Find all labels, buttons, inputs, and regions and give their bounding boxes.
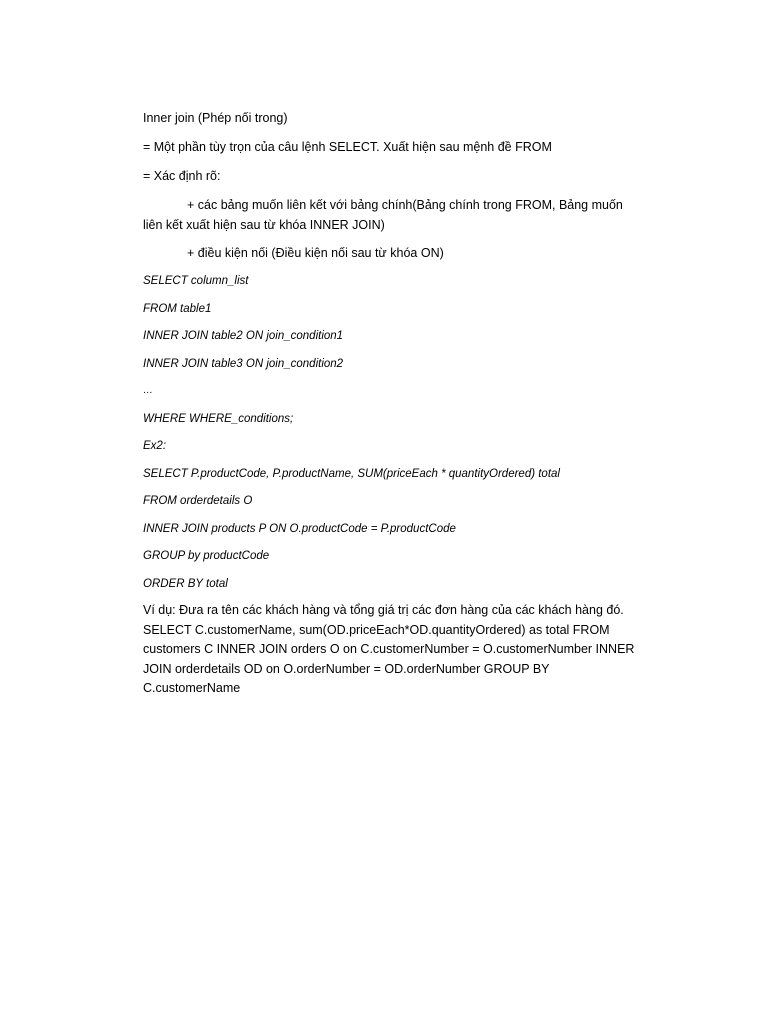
bullet-tables: + các bảng muốn liên kết với bảng chính(Bảng chính trong FROM, Bảng muốn liên kết xuất hiện sau từ khóa INNER JOIN) <box>143 198 627 232</box>
syntax-line: WHERE WHERE_conditions; <box>143 412 294 425</box>
ex2-code-line: SELECT P.productCode, P.productName, SUM(priceEach * quantityOrdered) total <box>143 467 560 480</box>
document-body <box>143 108 643 699</box>
syntax-line: SELECT column_list <box>143 275 249 287</box>
definition-line: = Một phần tùy trọn của câu lệnh SELECT. Xuất hiện sau mệnh đề FROM <box>143 140 552 154</box>
ex2-code-line: GROUP by productCode <box>143 550 270 562</box>
ex2-label: Ex2: <box>143 440 167 452</box>
syntax-line: INNER JOIN table3 ON join_condition2 <box>143 357 344 370</box>
ex2-code-line: INNER JOIN products P ON O.productCode = P.productCode <box>143 522 456 535</box>
bullet-condition: + điều kiện nối (Điều kiện nối sau từ khóa ON) <box>187 246 444 260</box>
example-paragraph: Ví dụ: Đưa ra tên các khách hàng và tổng giá trị các đơn hàng của các khách hàng đó. SELECT C.customerName, sum(OD.priceEach*OD.quantityOrdered) as total FROM customers C INNER JOIN orders O on C.customerNumber = O.customerNumber INNER JOIN orderdetails OD on O.orderNumber = OD.orderNumber GROUP BY C.customerName <box>143 603 638 695</box>
ex2-code-line: ORDER BY total <box>143 577 228 590</box>
syntax-ellipsis: … <box>143 385 153 396</box>
syntax-line: INNER JOIN table2 ON join_condition1 <box>143 330 344 342</box>
specify-line: = Xác định rõ: <box>143 169 221 183</box>
heading-inner-join: Inner join (Phép nối trong) <box>143 111 288 125</box>
ex2-code-line: FROM orderdetails O <box>143 495 253 507</box>
syntax-line: FROM table1 <box>143 302 212 315</box>
